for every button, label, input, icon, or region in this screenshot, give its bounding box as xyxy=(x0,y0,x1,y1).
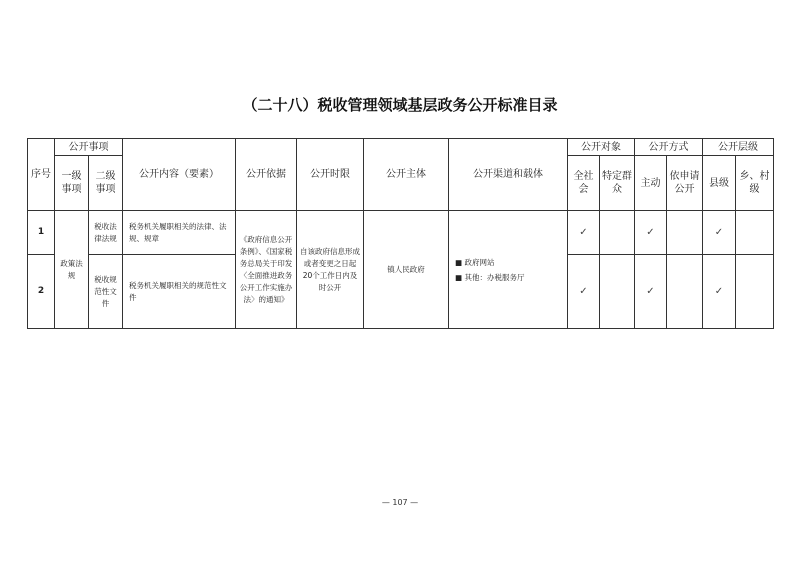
level2-cell: 税收规范性文件 xyxy=(89,255,123,329)
row-seq: 1 xyxy=(28,211,55,255)
page-number: — 107 — xyxy=(381,498,419,507)
time-limit-cell: 自该政府信息形成或者变更之日起20个工作日内及时公开 xyxy=(297,211,364,329)
empty-cell xyxy=(600,255,635,329)
header-level-village: 乡、村级 xyxy=(736,156,774,211)
content-cell: 税务机关履职相关的规范性文件 xyxy=(123,255,236,329)
check-mark-icon: ✓ xyxy=(703,255,736,329)
header-level1: 一级事项 xyxy=(55,156,89,211)
empty-cell xyxy=(600,211,635,255)
header-target-group: 公开对象 xyxy=(568,139,635,156)
subject-cell: 镇人民政府 xyxy=(364,211,449,329)
level1-cell: 政策法规 xyxy=(55,211,89,329)
black-square-icon: ■ xyxy=(455,272,463,282)
header-level-group: 公开层级 xyxy=(703,139,774,156)
header-time-limit: 公开时限 xyxy=(297,139,364,211)
empty-cell xyxy=(736,255,774,329)
header-basis: 公开依据 xyxy=(236,139,297,211)
basis-cell: 《政府信息公开条例》、《国家税务总局关于印发〈全面推进政务公开工作实施办法〉的通知》 xyxy=(236,211,297,329)
black-square-icon: ■ xyxy=(455,257,463,267)
header-row-1 xyxy=(28,139,774,156)
empty-cell xyxy=(736,211,774,255)
channel-cell xyxy=(449,211,568,329)
header-method-apply: 依申请公开 xyxy=(667,156,703,211)
catalog-table xyxy=(27,138,774,329)
header-level-county: 县级 xyxy=(703,156,736,211)
header-channel: 公开渠道和载体 xyxy=(449,139,568,211)
header-method-group: 公开方式 xyxy=(635,139,703,156)
header-seq: 序号 xyxy=(28,139,55,211)
header-items-group: 公开事项 xyxy=(55,139,123,156)
header-subject: 公开主体 xyxy=(364,139,449,211)
header-method-active: 主动 xyxy=(635,156,667,211)
check-mark-icon: ✓ xyxy=(635,255,667,329)
page-title: （二十八）税收管理领域基层政务公开标准目录 xyxy=(242,96,558,114)
table-row xyxy=(28,211,774,255)
check-mark-icon: ✓ xyxy=(568,255,600,329)
check-mark-icon: ✓ xyxy=(703,211,736,255)
header-content: 公开内容（要素） xyxy=(123,139,236,211)
check-mark-icon: ✓ xyxy=(568,211,600,255)
header-target-specific: 特定群众 xyxy=(600,156,635,211)
channel-item: ■ 其他：办税服务厅 xyxy=(455,272,525,282)
level2-cell: 税收法律法规 xyxy=(89,211,123,255)
empty-cell xyxy=(667,255,703,329)
header-target-all: 全社会 xyxy=(568,156,600,211)
content-cell: 税务机关履职相关的法律、法规、规章 xyxy=(123,211,236,255)
row-seq: 2 xyxy=(28,255,55,329)
check-mark-icon: ✓ xyxy=(635,211,667,255)
header-level2: 二级事项 xyxy=(89,156,123,211)
empty-cell xyxy=(667,211,703,255)
channel-item: ■ 政府网站 xyxy=(455,257,495,267)
